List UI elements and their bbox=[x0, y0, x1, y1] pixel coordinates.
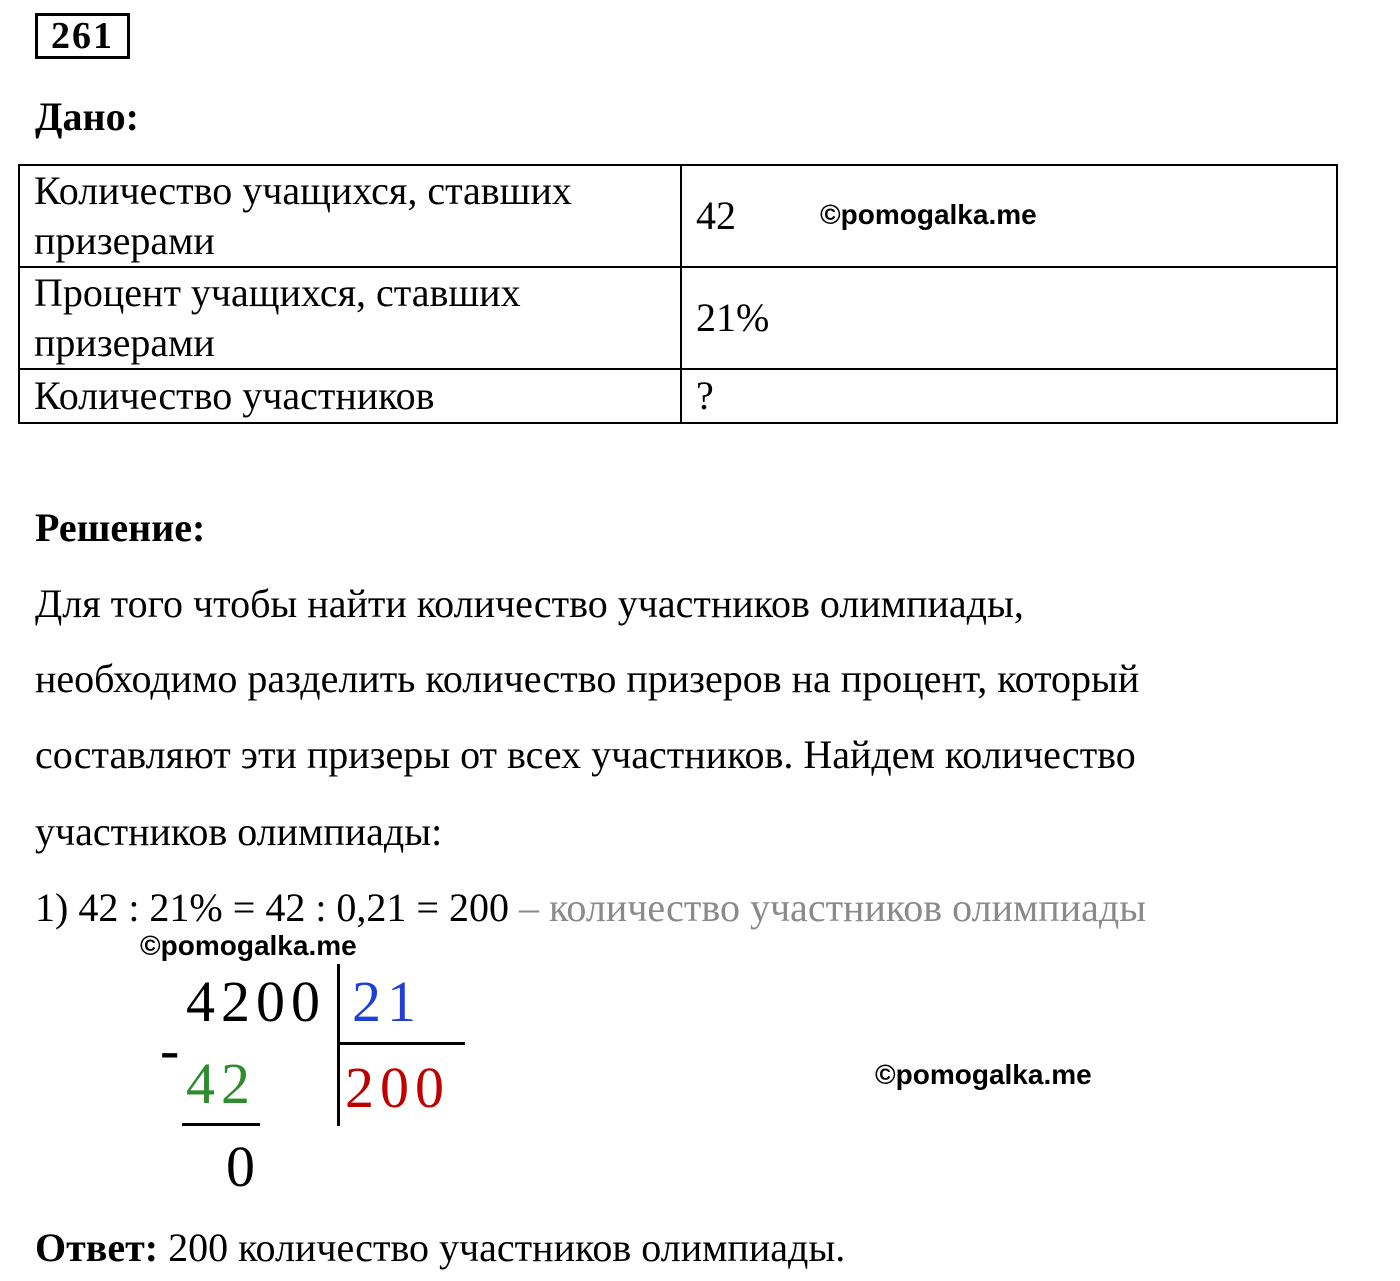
solution-step bbox=[35, 884, 1146, 932]
division-minus-sign: - bbox=[160, 1017, 186, 1082]
given-label-cell: Количество учащихся, ставших призерами bbox=[19, 165, 681, 267]
given-heading: Дано: bbox=[35, 94, 139, 139]
solution-line: составляют эти призеры от всех участников. Найдем количество bbox=[35, 732, 1136, 777]
step-expression: 1) 42 : 21% = 42 : 0,21 = 200 bbox=[35, 885, 509, 930]
division-vertical-line bbox=[337, 964, 340, 1126]
watermark: ©pomogalka.me bbox=[820, 199, 1037, 230]
solution-line: Для того чтобы найти количество участников олимпиады, bbox=[35, 581, 1024, 626]
answer bbox=[35, 1224, 845, 1272]
division-remainder-line bbox=[182, 1123, 260, 1126]
given-label-cell: Процент учащихся, ставших призерами bbox=[19, 267, 681, 369]
division-quotient: 200 bbox=[345, 1055, 450, 1120]
watermark: ©pomogalka.me bbox=[140, 930, 357, 961]
watermark: ©pomogalka.me bbox=[875, 1059, 1092, 1090]
given-value: 42 bbox=[696, 193, 736, 238]
table-row bbox=[19, 165, 1337, 267]
solution-heading: Решение: bbox=[35, 505, 206, 550]
problem-number: 261 bbox=[35, 13, 130, 59]
division-subtrahend: 42 bbox=[186, 1051, 256, 1116]
division-divisor: 21 bbox=[352, 969, 422, 1034]
given-value-cell: 21% bbox=[681, 267, 1337, 369]
answer-text: 200 количество участников олимпиады. bbox=[158, 1225, 846, 1270]
division-dividend: 4200 bbox=[186, 969, 326, 1034]
answer-label: Ответ: bbox=[35, 1225, 159, 1270]
step-note: – количество участников олимпиады bbox=[508, 885, 1147, 930]
given-label-cell: Количество участников bbox=[19, 369, 681, 423]
division-remainder: 0 bbox=[226, 1134, 261, 1199]
table-row bbox=[19, 369, 1337, 423]
solution-line: участников олимпиады: bbox=[35, 809, 443, 854]
division-quotient-line bbox=[340, 1042, 465, 1045]
solution-line: необходимо разделить количество призеров на процент, который bbox=[35, 656, 1140, 701]
table-row bbox=[19, 267, 1337, 369]
given-value-cell: ? bbox=[681, 369, 1337, 423]
given-table bbox=[18, 164, 1338, 424]
